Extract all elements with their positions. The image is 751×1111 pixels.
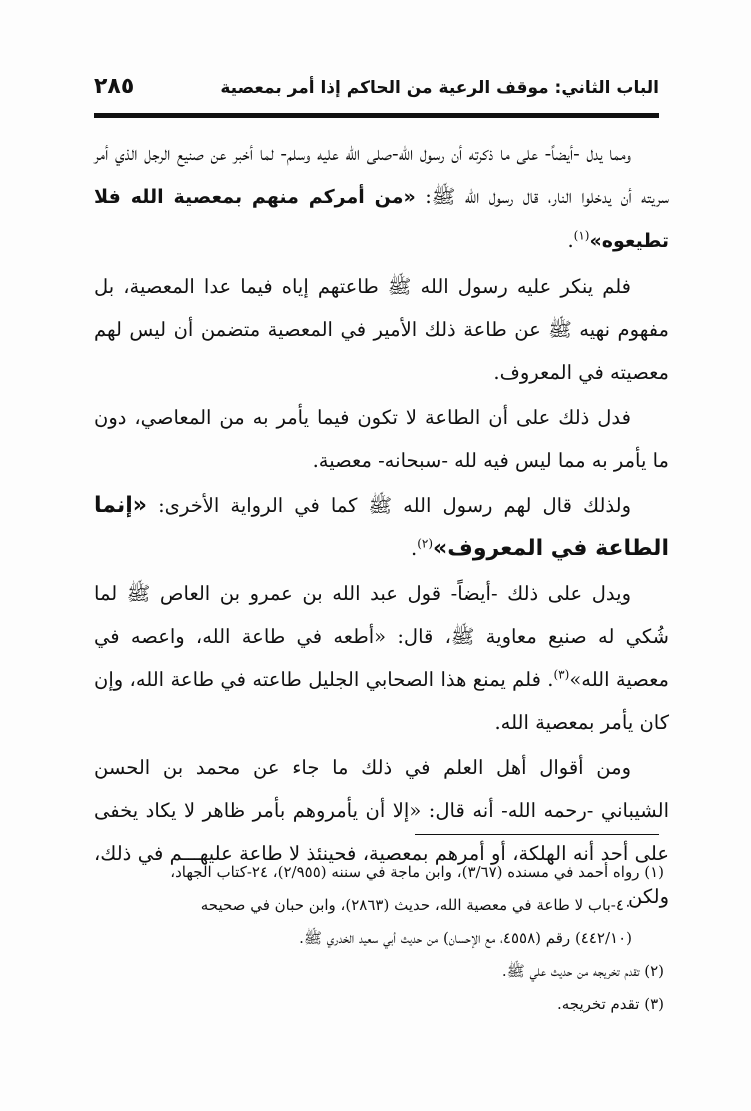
footnote-1-line-3: (٤٤٢/١٠) رقم (٤٥٥٨، مع الإحسان) من حديث أبي سعيد الخدري ﷺ. [299, 929, 632, 947]
footnote-1-line-2: ٤٠-باب لا طاعة في معصية الله، حديث (٢٨٦٣)، وابن حبان في صحيحه [200, 896, 632, 914]
hadith-quote: «من أمركم منهم بمعصية الله فلا تطيعوه» [94, 186, 669, 252]
header-rule [94, 113, 659, 118]
paragraph-1: ومما يدل -أيضاً- على ما ذكرته أن رسول الله-صلى الله عليه وسلم- لما أخبر عن صنيع الرجل الذي أمر سريته أن يدخلوا النار، قال رسول الله ﷺ: «من أمركم منهم بمعصية الله فلا تطيعوه»$^{(١)}$. [94, 142, 669, 252]
running-title: الباب الثاني: موقف الرعية من الحاكم إذا أمر بمعصية [220, 78, 659, 98]
footnote-ref: (٣) [553, 667, 570, 682]
footnote-3: (٣) تقدم تخريجه. [556, 995, 664, 1013]
paragraph-6: ومن أقوال أهل العلم في ذلك ما جاء عن محمد بن الحسن الشيباني -رحمه الله- أنه قال: «إلا أن يأمروهم بأمر ظاهر لا يكاد يخفى على أحد أنه الهلكة، أو أمرهم بمعصية، فحينئذ لا طاعة عليهـــم في ذلك، ولكن [94, 756, 669, 908]
footnotes [94, 856, 664, 1021]
paragraph-3: فدل ذلك على أن الطاعة لا تكون فيما يأمر به من المعاصي، دون ما يأمر به مما ليس فيه لله -سبحانه- معصية. [94, 406, 669, 472]
footnote-1-line-1: (١) رواه أحمد في مسنده (٣/٦٧)، وابن ماجة في سننه (٢/٩٥٥)، ٢٤-كتاب الجهاد، [170, 863, 664, 881]
hadith-quote: «إنما الطاعة في المعروف» [94, 493, 669, 561]
footnote-ref: (١) [573, 228, 590, 243]
paragraph-5: ويدل على ذلك -أيضاً- قول عبد الله بن عمرو بن العاص ﷺ لما شُكي له صنيع معاوية ﷺ، قال: «أطعه في طاعة الله، واعصه في معصية الله»$^{(٣)}$. فلم يمنع هذا الصحابي الجليل طاعته في طاعة الله، وإن كان يأمر بمعصية الله. [94, 582, 669, 734]
paragraph-4: ولذلك قال لهم رسول الله ﷺ كما في الرواية الأخرى: «إنما الطاعة في المعروف»$^{(٢)}$. [94, 493, 669, 561]
paragraph-2: فلم ينكر عليه رسول الله ﷺ طاعتهم إياه فيما عدا المعصية، بل مفهوم نهيه ﷺ عن طاعة ذلك الأمير في المعصية متضمن أن ليس لهم معصيته في المعروف. [94, 275, 669, 384]
page-number: ٢٨٥ [94, 74, 135, 99]
footnote-separator [415, 834, 659, 835]
footnote-2: (٢) تقدم تخريجه من حديث علي ﷺ. [501, 962, 664, 980]
body-text [94, 132, 669, 920]
footnote-ref: (٢) [417, 536, 434, 551]
page-header [94, 74, 659, 110]
